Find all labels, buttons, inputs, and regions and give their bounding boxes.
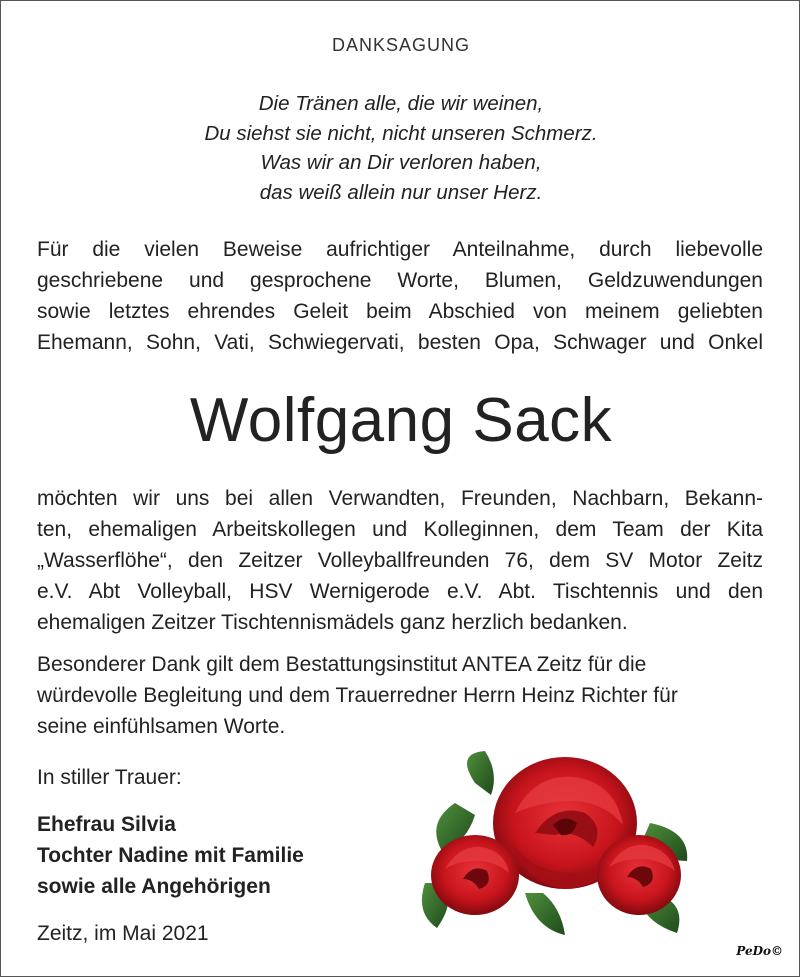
poem-line: Du siehst sie nicht, nicht unseren Schmerz.	[204, 121, 598, 145]
mourning-label: In stiller Trauer:	[37, 766, 182, 789]
poem-line: Die Tränen alle, die wir weinen,	[258, 92, 544, 115]
deceased-name: Wolfgang Sack	[189, 386, 613, 455]
thanks-paragraph	[37, 483, 763, 638]
paragraph-line: sowie letztes ehrendes Geleit beim Abschied von meinem geliebten	[37, 300, 763, 323]
notice-heading: DANKSAGUNG	[331, 35, 471, 55]
poem-line: Was wir an Dir verloren haben,	[260, 151, 542, 174]
paragraph-line: ten, ehemaligen Arbeitskollegen und Kolleginnen, dem Team der Kita	[37, 518, 763, 541]
signer: Tochter Nadine mit Familie	[37, 844, 304, 867]
paragraph-line: würdevolle Begleitung und dem Trauerredner Herrn Heinz Richter für	[37, 684, 678, 707]
paragraph-line: geschriebene und gesprochene Worte, Blumen, Geldzuwendungen	[37, 269, 763, 292]
poem	[1, 89, 800, 207]
roses-image	[415, 743, 697, 943]
paragraph-line: „Wasserflöhe“, den Zeitzer Volleyballfreunden 76, dem SV Motor Zeitz	[37, 549, 763, 572]
special-thanks-paragraph	[37, 649, 763, 742]
place-date: Zeitz, im Mai 2021	[37, 922, 209, 945]
signers-list	[37, 809, 304, 902]
poem-line: das weiß allein nur unser Herz.	[259, 180, 543, 204]
signer: sowie alle Angehörigen	[37, 875, 271, 898]
paragraph-line: Für die vielen Beweise aufrichtiger Anteilnahme, durch liebevolle	[37, 238, 763, 261]
paragraph-line: ehemaligen Zeitzer Tischtennismädels ganz herzlich bedanken.	[37, 611, 628, 634]
paragraph-line: seine einfühlsamen Worte.	[37, 715, 286, 738]
signer: Ehefrau Silvia	[37, 813, 176, 836]
intro-paragraph	[37, 234, 763, 358]
copyright-mark: PeDo©	[736, 944, 783, 958]
paragraph-line: Besonderer Dank gilt dem Bestattungsinstitut ANTEA Zeitz für die	[37, 653, 647, 676]
paragraph-line: Ehemann, Sohn, Vati, Schwiegervati, besten Opa, Schwager und Onkel	[37, 331, 763, 354]
paragraph-line: e.V. Abt Volleyball, HSV Wernigerode e.V. Abt. Tischtennis und den	[37, 580, 763, 603]
paragraph-line: möchten wir uns bei allen Verwandten, Freunden, Nachbarn, Bekann-	[37, 487, 763, 510]
